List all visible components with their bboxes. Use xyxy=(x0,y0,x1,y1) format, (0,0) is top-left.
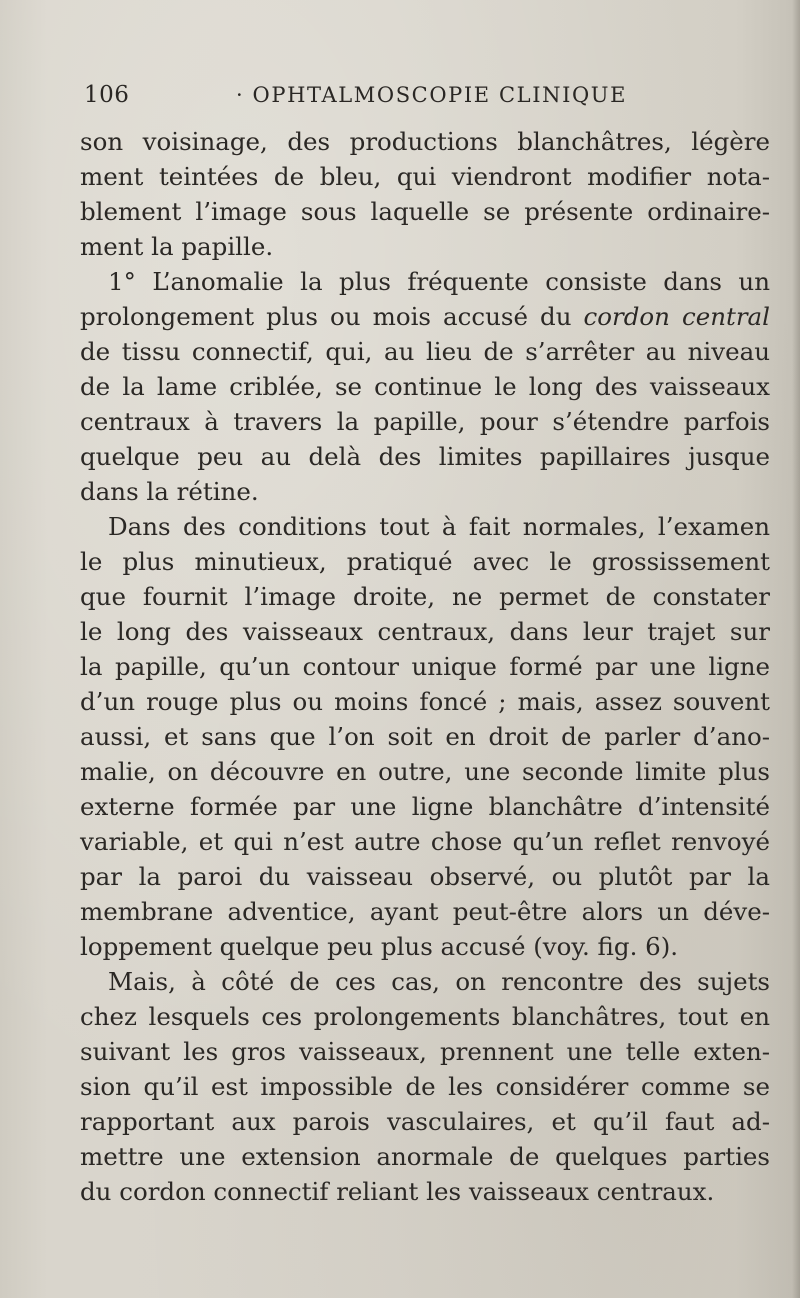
paragraph-other-cases xyxy=(80,964,770,1209)
text-line: de tissu connectif, qui, au lieu de s’arrêter au niveau xyxy=(80,337,770,366)
text-line: du cordon connectif reliant les vaisseaux centraux. xyxy=(80,1177,715,1206)
text-line: 1° L’anomalie la plus fréquente consiste dans un xyxy=(108,267,770,296)
paragraph-normal-conditions xyxy=(80,509,770,964)
text-line: d’un rouge plus ou moins foncé ; mais, assez souvent xyxy=(80,687,770,716)
text-line: Mais, à côté de ces cas, on rencontre des sujets xyxy=(108,967,770,996)
text-line: que fournit l’image droite, ne permet de constater xyxy=(80,582,770,611)
text-line: centraux à travers la papille, pour s’étendre parfois xyxy=(80,407,770,436)
text-line: chez lesquels ces prolongements blanchâtres, tout en xyxy=(80,1002,770,1031)
text-line: la papille, qu’un contour unique formé par une ligne xyxy=(80,652,770,681)
text-line: le plus minutieux, pratiqué avec le grossissement xyxy=(80,547,770,576)
text-line: sion qu’il est impossible de les considérer comme se xyxy=(80,1072,770,1101)
text-line: Dans des conditions tout à fait normales, l’examen xyxy=(108,512,770,541)
text-line: ment teintées de bleu, qui viendront modifier nota- xyxy=(80,162,770,191)
paragraph-anomaly xyxy=(80,264,770,509)
paragraph-continuation xyxy=(80,124,770,264)
text-line: dans la rétine. xyxy=(80,477,259,506)
text-line: malie, on découvre en outre, une seconde limite plus xyxy=(80,757,770,786)
page-edge-shadow xyxy=(792,0,800,1298)
text-line: blement l’image sous laquelle se présente ordinaire- xyxy=(80,197,770,226)
text-line: son voisinage, des productions blanchâtres, légère xyxy=(80,127,770,156)
text-line: de la lame criblée, se continue le long des vaisseaux xyxy=(80,372,770,401)
text-line: quelque peu au delà des limites papillaires jusque xyxy=(80,442,770,471)
text-line: mettre une extension anormale de quelques parties xyxy=(80,1142,770,1171)
text-line: variable, et qui n’est autre chose qu’un reflet renvoyé xyxy=(80,827,770,856)
text-line: aussi, et sans que l’on soit en droit de parler d’ano- xyxy=(80,722,770,751)
text-line: externe formée par une ligne blanchâtre d’intensité xyxy=(80,792,770,821)
text-line: le long des vaisseaux centraux, dans leur trajet sur xyxy=(80,617,770,646)
text-line-with-italic: prolongement plus ou mois accusé du cordon central xyxy=(80,302,770,331)
running-title: · OPHTALMOSCOPIE CLINIQUE xyxy=(236,83,628,107)
text-line: suivant les gros vaisseaux, prennent une telle exten- xyxy=(80,1037,770,1066)
text-line: rapportant aux parois vasculaires, et qu’il faut ad- xyxy=(80,1107,770,1136)
page-number: 106 xyxy=(84,82,130,108)
text-line: ment la papille. xyxy=(80,232,274,261)
body-text xyxy=(80,124,770,1209)
text-line: membrane adventice, ayant peut-être alors un déve- xyxy=(80,897,770,926)
text-line: par la paroi du vaisseau observé, ou plutôt par la xyxy=(80,862,770,891)
page-header xyxy=(84,78,784,118)
text-line: loppement quelque peu plus accusé (voy. fig. 6). xyxy=(80,932,679,961)
italic-term: cordon central xyxy=(583,302,770,331)
